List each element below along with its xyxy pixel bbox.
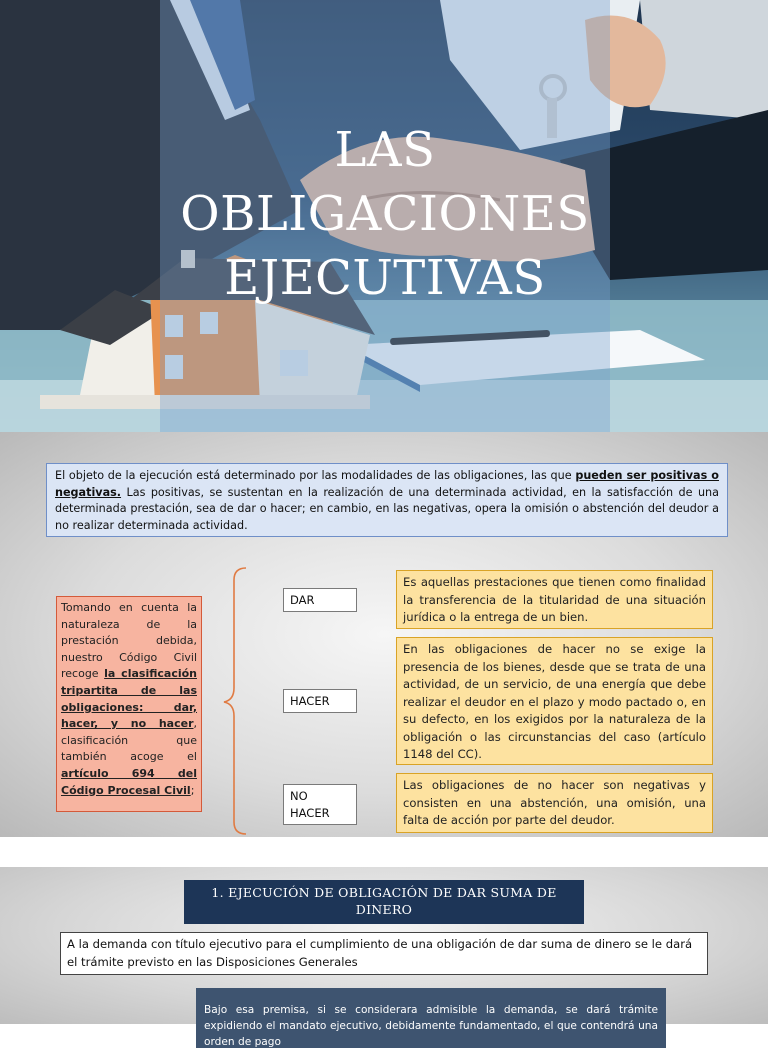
curly-brace-icon [222,566,252,836]
type-label-hacer: HACER [283,689,357,713]
intro-underlined-text: pueden ser positivas o negativas. [55,469,719,499]
type-label-no-hacer: NO HACER [283,784,357,825]
type-description-hacer: En las obligaciones de hacer no se exige la presencia de los bienes, desde que se trata de una actividad, de un servicio, de una energía que debe realizar el deudor en el plazo y modo pactado o, en su defecto, en los exigidos por la naturaleza de la obligación o las circunstancias del caso (artículo 1148 del CC). [396,637,713,765]
intro-text-2: Las positivas, se sustentan en la realización de una determinada actividad, en la satisfacción de una determinada prestación, sea de dar o hacer; en cambio, en las negativas, opera la omisión o abstención del deudor a no realizar determinada actividad. [55,485,719,532]
classification-box [56,596,202,812]
type-description-no-hacer: Las obligaciones de no hacer son negativas y consisten en una abstención, una omisión, una falta de acción por parte del deudor. [396,773,713,833]
type-label-dar: DAR [283,588,357,612]
classification-text-2: , clasificación que también acoge el [61,717,197,764]
hero-slide [0,0,768,432]
title-line-2: OBLIGACIONES [180,186,590,242]
title-line-1: LAS [334,122,436,178]
slide-separator [0,837,768,867]
intro-paragraph [46,463,728,537]
intro-text-1: El objeto de la ejecución está determinado por las modalidades de las obligaciones, las que [55,469,576,482]
classification-text-3: ; [190,783,195,797]
section-title: 1. EJECUCIÓN DE OBLIGACIÓN DE DAR SUMA DE DINERO [184,880,584,924]
classification-underlined-2: artículo 694 del Código Procesal Civil [61,766,197,797]
main-title [160,118,610,310]
type-description-dar: Es aquellas prestaciones que tienen como finalidad la transferencia de la titularidad de una situación jurídica o la entrega de un bien. [396,570,713,629]
premise-box: Bajo esa premisa, si se considerara admisible la demanda, se dará trámite expidiendo el mandato ejecutivo, debidamente fundamentado, el que contendrá una orden de pago [196,988,666,1048]
section-text: A la demanda con título ejecutivo para el cumplimiento de una obligación de dar suma de dinero se le dará el trámite previsto en las Disposiciones Generales [60,932,708,975]
title-line-3: EJECUTIVAS [224,250,546,306]
classification-text-1: Tomando en cuenta la naturaleza de la prestación debida, nuestro Código Civil recoge [61,601,197,681]
classification-underlined-1: la clasificación tripartita de las obligaciones: dar, hacer, y no hacer [61,667,197,731]
